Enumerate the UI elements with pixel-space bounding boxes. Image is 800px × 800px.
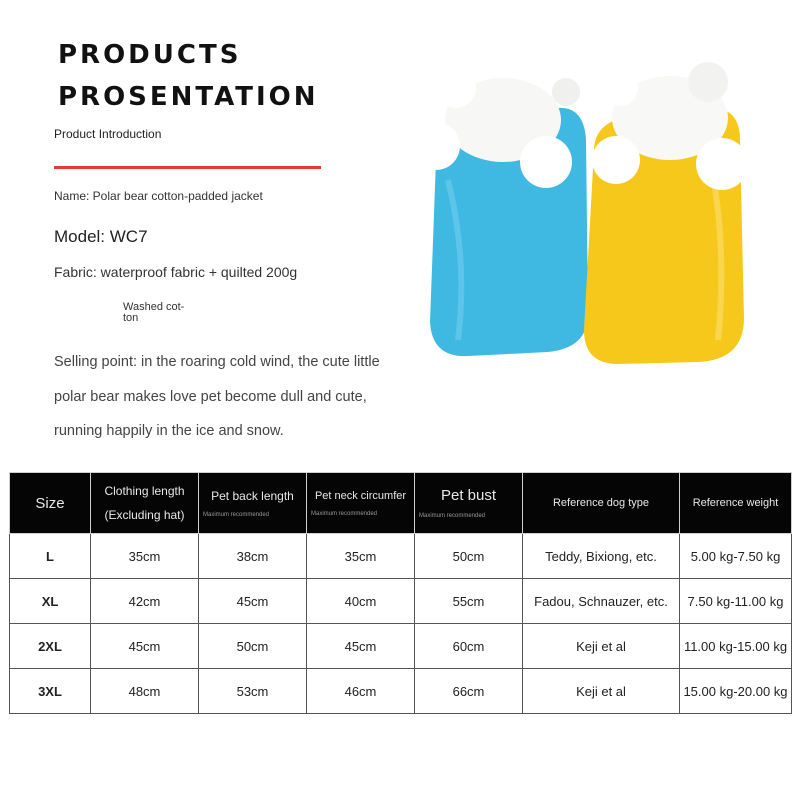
dog-type-cell: Fadou, Schnauzer, etc.: [523, 579, 680, 624]
bust-cell: 66cm: [415, 669, 523, 714]
header-clothing-length: Clothing length (Excluding hat): [91, 473, 199, 534]
table-row: [10, 669, 792, 714]
neck-cell: 35cm: [307, 534, 415, 579]
header-neck-circumference: Pet neck circumfer Maximum recommended: [307, 473, 415, 534]
product-photo: [408, 60, 760, 380]
back-length-cell: 38cm: [199, 534, 307, 579]
neck-cell: 46cm: [307, 669, 415, 714]
bust-cell: 60cm: [415, 624, 523, 669]
table-row: [10, 624, 792, 669]
header-size: Size: [10, 473, 91, 534]
size-chart-table: [9, 472, 792, 714]
page-title-line1: PRODUCTS: [58, 40, 242, 70]
weight-cell: 7.50 kg-11.00 kg: [680, 579, 792, 624]
back-length-cell: 50cm: [199, 624, 307, 669]
product-introduction-label: Product Introduction: [54, 127, 162, 141]
bust-cell: 50cm: [415, 534, 523, 579]
back-length-cell: 53cm: [199, 669, 307, 714]
size-cell: 3XL: [10, 669, 91, 714]
neck-cell: 45cm: [307, 624, 415, 669]
accent-divider: [54, 166, 321, 169]
weight-cell: 11.00 kg-15.00 kg: [680, 624, 792, 669]
selling-point-text: Selling point: in the roaring cold wind, the cute little polar bear makes love pet become dull and cute, running happily in the ice and snow.: [54, 354, 380, 439]
bust-cell: 55cm: [415, 579, 523, 624]
clothing-length-cell: 48cm: [91, 669, 199, 714]
table-row: [10, 534, 792, 579]
header-bust: Pet bust Maximum recommended: [415, 473, 523, 534]
product-name: Name: Polar bear cotton-padded jacket: [54, 189, 263, 203]
back-length-cell: 45cm: [199, 579, 307, 624]
page-title-line2: PROSENTATION: [58, 82, 319, 112]
size-cell: XL: [10, 579, 91, 624]
size-cell: L: [10, 534, 91, 579]
header-weight: Reference weight: [680, 473, 792, 534]
yellow-jacket-image: [584, 62, 748, 364]
dog-type-cell: Keji et al: [523, 624, 680, 669]
dog-type-cell: Keji et al: [523, 669, 680, 714]
product-model: Model: WC7: [54, 227, 148, 246]
weight-cell: 15.00 kg-20.00 kg: [680, 669, 792, 714]
neck-cell: 40cm: [307, 579, 415, 624]
clothing-length-cell: 45cm: [91, 624, 199, 669]
product-fabric: Fabric: waterproof fabric + quilted 200g: [54, 264, 298, 280]
weight-cell: 5.00 kg-7.50 kg: [680, 534, 792, 579]
washed-cotton-note: Washed cot- ton: [123, 301, 185, 324]
size-cell: 2XL: [10, 624, 91, 669]
clothing-length-cell: 42cm: [91, 579, 199, 624]
header-dog-type: Reference dog type: [523, 473, 680, 534]
blue-jacket-image: [412, 68, 588, 356]
table-header-row: [10, 473, 792, 534]
header-back-length: Pet back length Maximum recommended: [199, 473, 307, 534]
dog-type-cell: Teddy, Bixiong, etc.: [523, 534, 680, 579]
table-row: [10, 579, 792, 624]
clothing-length-cell: 35cm: [91, 534, 199, 579]
